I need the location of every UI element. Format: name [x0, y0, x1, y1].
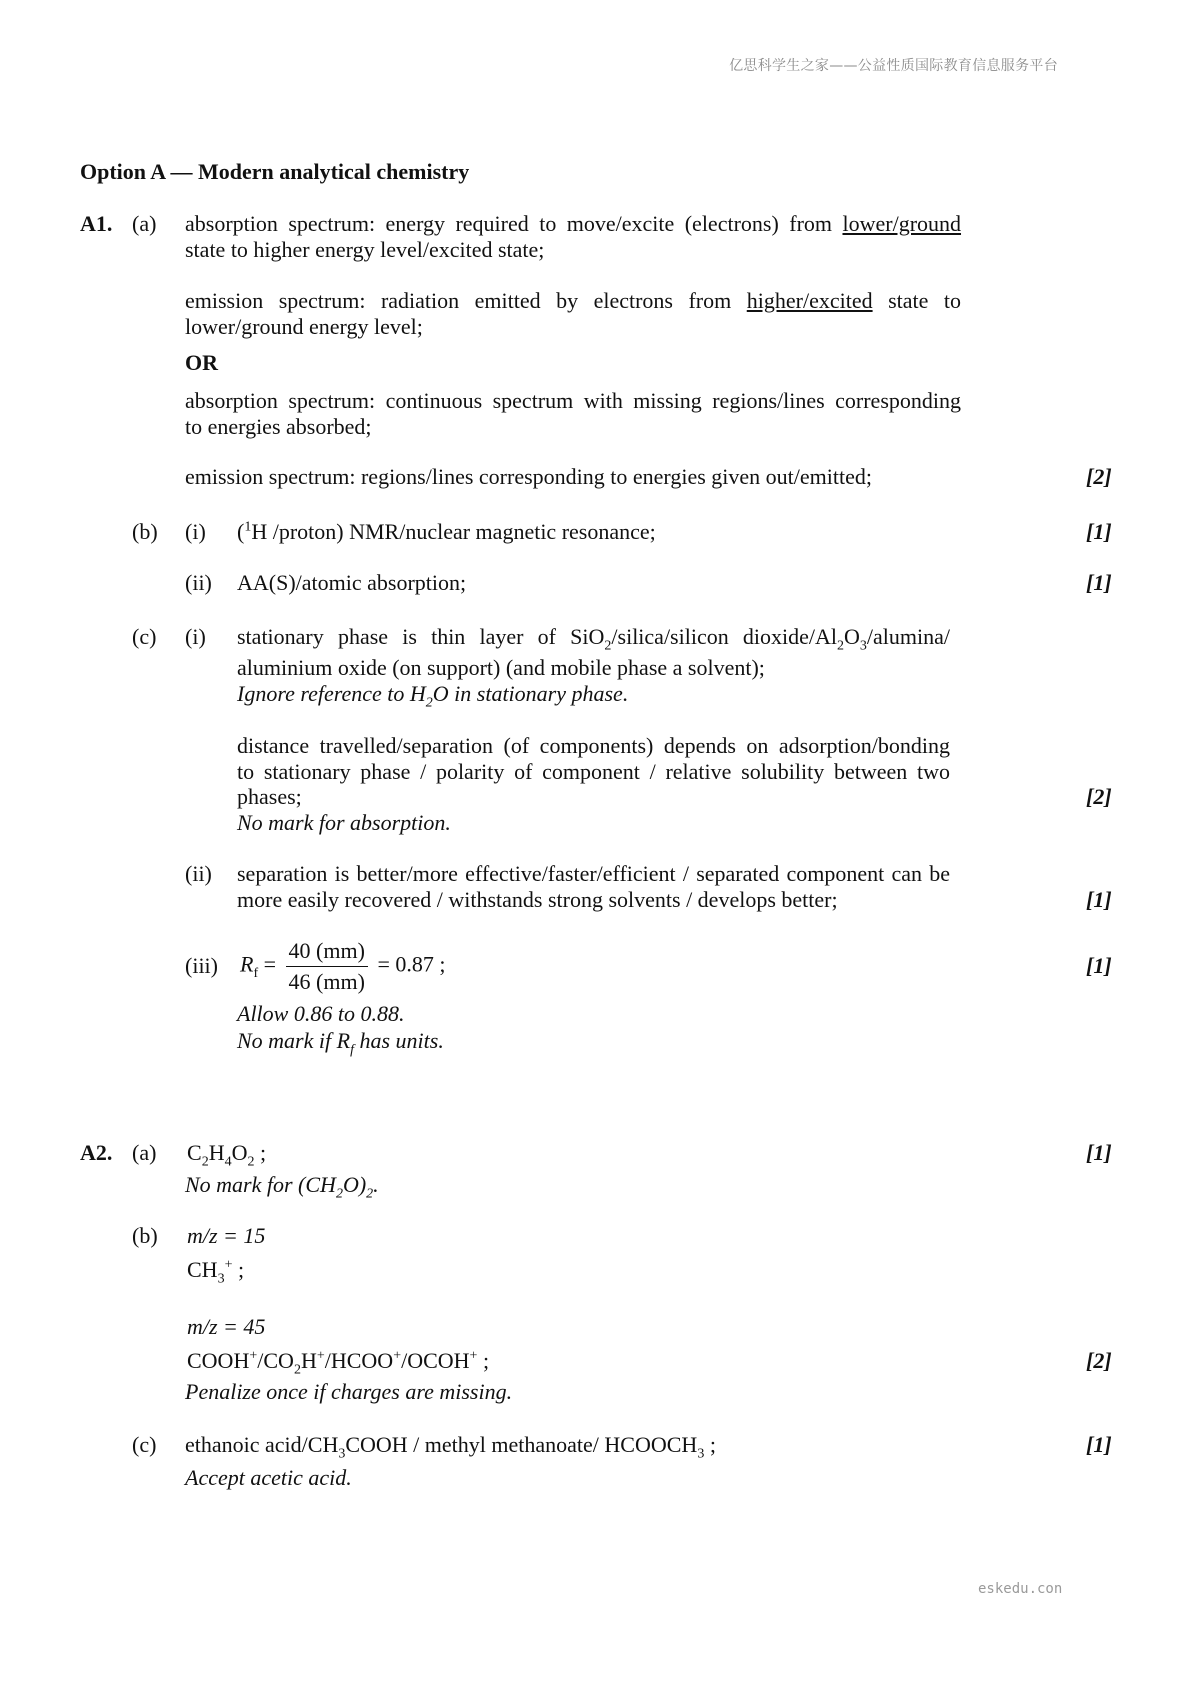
a2b-mz45: m/z = 45	[187, 1314, 266, 1339]
a2b-mark: [2]	[1086, 1348, 1112, 1373]
footer-watermark: eskedu.con	[978, 1581, 1063, 1597]
a2c-mark: [1]	[1086, 1432, 1112, 1457]
a1a-mark: [2]	[1086, 464, 1112, 489]
a1c-i-line2: aluminium oxide (on support) (and mobile phase a solvent);	[237, 655, 765, 680]
a2c-text: ethanoic acid/$CH_3COOH$ / methyl methanoate/ $HCOOCH_3$ ;	[185, 1432, 716, 1462]
question-a1-label: A1.	[80, 211, 113, 236]
a2a-mark: [1]	[1086, 1140, 1112, 1165]
a1a-emission-1-line2: lower/ground energy level;	[185, 314, 423, 339]
a2-part-c-label: (c)	[132, 1432, 157, 1457]
a1a-absorption-1-line1: absorption spectrum: energy required to move/excite (electrons) from lower/ground	[185, 211, 962, 236]
a1c-i-line1: stationary phase is thin layer of SiO$_2$/silica/silicon dioxide/$Al_2O_3/alumina/$	[237, 624, 950, 654]
a1c-iii-mark: [1]	[1086, 953, 1112, 978]
a2-part-a-label: (a)	[132, 1140, 157, 1165]
a1-part-b-label: (b)	[132, 519, 158, 544]
a2b-ch3-ion: $CH_3^+$ ;	[187, 1257, 245, 1287]
a1b-i-label: (i)	[185, 519, 206, 544]
page-title: Option A — Modern analytical chemistry	[80, 159, 470, 184]
a1c-ii-mark: [1]	[1086, 887, 1112, 912]
a1a-or: OR	[185, 350, 218, 375]
a1c-iii-note2: No mark if $R_f$ has units.	[237, 1028, 444, 1058]
a1a-emission-2: emission spectrum: regions/lines corresponding to energies given out/emitted;	[185, 464, 872, 489]
a1c-ii-line2: more easily recovered / withstands strong solvents / develops better;	[237, 887, 838, 912]
a1a-absorption-2-line2: to energies absorbed;	[185, 414, 372, 439]
a1c-i-mark: [2]	[1086, 784, 1112, 809]
a1c-iii-label: (iii)	[185, 953, 218, 978]
question-a2-label: A2.	[80, 1140, 113, 1165]
header-site-name: 亿思科学生之家——公益性质国际教育信息服务平台	[729, 58, 1058, 74]
rf-fraction: $\frac{40 (mm)}{46 (mm)}$	[286, 936, 368, 997]
a1c-i-note2: No mark for absorption.	[237, 810, 451, 835]
a1-part-a-label: (a)	[132, 211, 157, 236]
a1-part-c-label: (c)	[132, 624, 157, 649]
a2b-note: Penalize once if charges are missing.	[185, 1379, 513, 1404]
a2b-cooh-ions: $COOH^+/CO_2H^+/HCOO^+/OCOH^+$ ;	[187, 1348, 490, 1378]
a1c-i-dist-line2: to stationary phase / polarity of component / relative solubility between two	[237, 759, 950, 784]
a2b-mz15: m/z = 15	[187, 1223, 266, 1248]
a1c-ii-line1: separation is better/more effective/faster/efficient / separated component can be	[237, 861, 950, 886]
a1c-i-dist-line3: phases;	[237, 784, 302, 809]
a2c-note: Accept acetic acid.	[185, 1465, 352, 1490]
a1b-i-mark: [1]	[1086, 519, 1112, 544]
a1a-emission-1-line1: emission spectrum: radiation emitted by electrons from higher/excited state to	[185, 288, 962, 313]
a1c-iii-equation: $R_f$ = $\frac{40 (mm)}{46 (mm)}$ = 0.87 ;	[240, 936, 445, 997]
a1b-ii-label: (ii)	[185, 570, 212, 595]
a1c-iii-note1: Allow 0.86 to 0.88.	[237, 1001, 405, 1026]
a1c-i-label: (i)	[185, 624, 206, 649]
a1a-absorption-1-line2: state to higher energy level/excited state;	[185, 237, 545, 262]
a1b-ii-mark: [1]	[1086, 570, 1112, 595]
a1b-i-text: ($^1$H /proton) NMR/nuclear magnetic resonance;	[237, 519, 656, 544]
a1c-i-note: Ignore reference to $H_2O$ in stationary phase.	[237, 681, 629, 711]
a1a-absorption-2-line1: absorption spectrum: continuous spectrum with missing regions/lines corresponding	[185, 388, 961, 413]
a1c-ii-label: (ii)	[185, 861, 212, 886]
a2a-formula: $C_2H_4O_2$ ;	[187, 1140, 267, 1170]
a1b-ii-text: AA(S)/atomic absorption;	[237, 570, 467, 595]
a2a-note: No mark for $(CH_2O)_2$.	[185, 1172, 379, 1202]
a2-part-b-label: (b)	[132, 1223, 158, 1248]
a1c-i-dist-line1: distance travelled/separation (of components) depends on adsorption/bonding	[237, 733, 950, 758]
